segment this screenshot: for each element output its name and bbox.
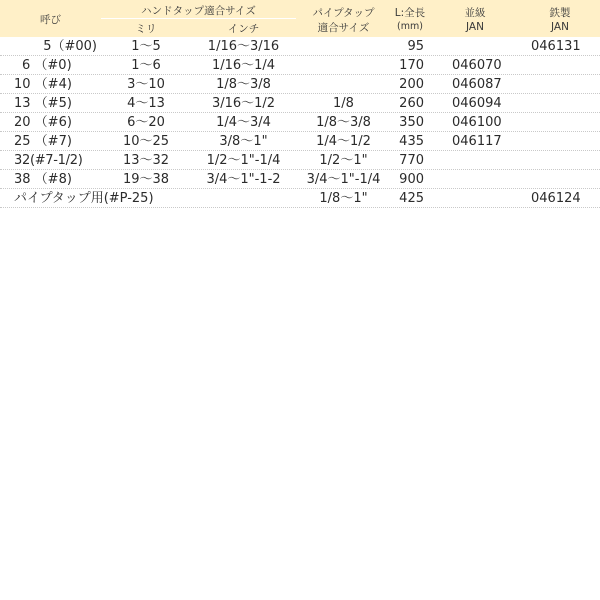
header-divider (101, 18, 296, 19)
header-yobi: 呼び (40, 14, 61, 26)
table-row (0, 75, 600, 94)
cell-length: 170 (399, 58, 424, 73)
cell-name: 25 （#7) (14, 134, 72, 149)
cell-inch: 3/4～1"-1-2 (206, 172, 281, 187)
table-row (0, 189, 600, 208)
cell-mm: 19～38 (122, 172, 170, 187)
cell-jan-nami: 046094 (452, 96, 502, 111)
cell-mm: 1～5 (131, 39, 161, 54)
header-pipe-tap-size: 適合サイズ (317, 22, 370, 34)
table-header (0, 0, 600, 37)
cell-jan-nami: 046117 (452, 134, 502, 149)
cell-inch: 1/16～3/16 (207, 39, 280, 54)
cell-name: 6 （#0) (22, 58, 72, 73)
cell-name: 13 （#5) (14, 96, 72, 111)
cell-pipe: 1/4～1/2 (316, 134, 371, 149)
header-namikyu: 並級 (464, 7, 486, 19)
cell-name: 38 （#8) (14, 172, 72, 187)
cell-mm: 6～20 (127, 115, 165, 130)
cell-pipe: 1/2～1" (319, 153, 368, 168)
cell-inch: 3/8～1" (219, 134, 268, 149)
cell-length: 260 (399, 96, 424, 111)
cell-length: 435 (399, 134, 424, 149)
cell-length: 900 (399, 172, 424, 187)
cell-mm: 3～10 (127, 77, 165, 92)
cell-name: 20 （#6) (14, 115, 72, 130)
cell-length: 425 (399, 191, 424, 206)
cell-length: 350 (399, 115, 424, 130)
cell-name: 32(#7-1/2) (14, 153, 83, 168)
cell-mm: 13～32 (122, 153, 170, 168)
cell-mm: 4～13 (127, 96, 165, 111)
cell-name: 5（#00) (43, 39, 97, 54)
table-row (0, 113, 600, 132)
cell-inch: 1/8～3/8 (216, 77, 271, 92)
row-divider (0, 207, 600, 208)
header-namikyu-jan: JAN (466, 21, 484, 33)
header-hand-tap: ハンドタップ適合サイズ (141, 5, 256, 17)
table-row (0, 132, 600, 151)
cell-pipe: 3/4～1"-1/4 (306, 172, 381, 187)
cell-name: パイプタップ用(#P-25) (14, 191, 154, 206)
cell-length: 95 (407, 39, 424, 54)
cell-mm: 1～6 (131, 58, 161, 73)
table-row (0, 94, 600, 113)
header-inch: インチ (227, 23, 260, 35)
cell-inch: 1/4～3/4 (216, 115, 271, 130)
cell-name: 10 （#4) (14, 77, 72, 92)
header-pipe-tap: パイプタップ (312, 7, 375, 19)
header-tetsu-jan: JAN (551, 21, 569, 33)
header-mm: ミリ (135, 23, 157, 35)
cell-length: 770 (399, 153, 424, 168)
cell-jan-tetsu: 046131 (531, 39, 581, 54)
cell-jan-nami: 046070 (452, 58, 502, 73)
cell-jan-nami: 046087 (452, 77, 502, 92)
cell-jan-nami: 046100 (452, 115, 502, 130)
header-tetsu: 鉄製 (549, 7, 571, 19)
cell-pipe: 1/8～1" (319, 191, 368, 206)
table-row (0, 37, 600, 56)
cell-length: 200 (399, 77, 424, 92)
cell-inch: 3/16～1/2 (211, 96, 276, 111)
table-row (0, 56, 600, 75)
cell-jan-tetsu: 046124 (531, 191, 581, 206)
cell-pipe: 1/8 (333, 96, 354, 111)
header-length: L:全長 (394, 7, 426, 19)
cell-inch: 1/2～1"-1/4 (206, 153, 281, 168)
cell-inch: 1/16～1/4 (211, 58, 276, 73)
table-row (0, 151, 600, 170)
table-row (0, 170, 600, 189)
header-length-unit: (mm) (397, 21, 423, 32)
cell-mm: 10～25 (122, 134, 170, 149)
cell-pipe: 1/8～3/8 (316, 115, 371, 130)
